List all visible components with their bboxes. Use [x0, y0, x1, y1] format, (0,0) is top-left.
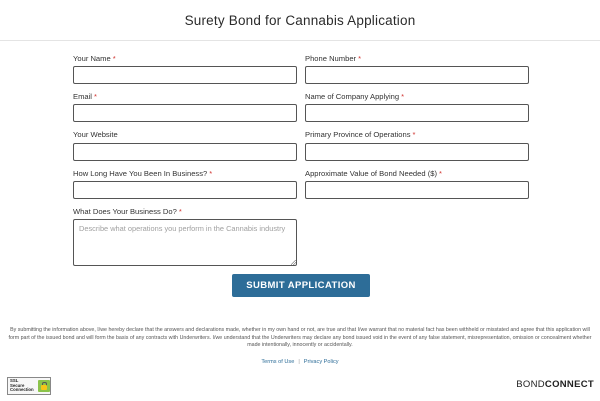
legal-disclaimer: By submitting the information above, I/we hereby declare that the answers and declarations made, whether in my own hand or not, are true and that I/we warrant that no material fact has been withheld or misstated and agree that this application will form part of the issued bond and will form the basis of any contracts with Underwriters. I/we understand that the Underwriters may declare any bond issued void in the event of any false statement, misrepresentation, omission or concealment whether made intentionally, innocently or accidentally.	[8, 327, 592, 349]
phone-number-input[interactable]	[305, 66, 529, 84]
business-duration-label	[73, 169, 212, 178]
business-description-label-text: What Does Your Business Do?	[73, 207, 177, 216]
your-name-label	[73, 54, 116, 63]
company-name-input[interactable]	[305, 104, 529, 122]
business-duration-label-text: How Long Have You Been In Business?	[73, 169, 208, 178]
privacy-policy-link[interactable]: Privacy Policy	[303, 359, 339, 365]
phone-number-label	[305, 54, 361, 63]
phone-number-label-text: Phone Number	[305, 54, 357, 63]
required-marker: *	[112, 54, 116, 63]
website-label	[73, 130, 118, 139]
website-label-text: Your Website	[73, 130, 118, 139]
email-label-text: Email	[73, 92, 92, 101]
website-input[interactable]	[73, 143, 297, 161]
your-name-input[interactable]	[73, 66, 297, 84]
bondconnect-logo	[516, 379, 594, 390]
brand-part-2: CONNECT	[544, 379, 594, 390]
resize-handle-icon[interactable]	[291, 260, 296, 265]
province-label-text: Primary Province of Operations	[305, 130, 411, 139]
link-separator: |	[298, 359, 300, 365]
bond-value-input[interactable]	[305, 181, 529, 199]
email-input[interactable]	[73, 104, 297, 122]
business-description-label	[73, 207, 182, 216]
business-duration-input[interactable]	[73, 181, 297, 199]
submit-application-button[interactable]: SUBMIT APPLICATION	[232, 274, 370, 297]
required-marker: *	[439, 169, 442, 178]
required-marker: *	[209, 169, 213, 178]
page-header	[0, 0, 600, 41]
required-marker: *	[178, 207, 182, 216]
required-marker: *	[94, 92, 97, 101]
brand-part-1: BOND	[516, 379, 545, 390]
page-title: Surety Bond for Cannabis Application	[184, 12, 416, 28]
your-name-label-text: Your Name	[73, 54, 111, 63]
province-input[interactable]	[305, 143, 529, 161]
required-marker: *	[358, 54, 362, 63]
company-name-label	[305, 92, 404, 101]
padlock-icon	[38, 380, 50, 392]
business-description-textarea[interactable]	[73, 219, 297, 266]
required-marker: *	[401, 92, 405, 101]
ssl-line-2: Secure	[10, 382, 25, 388]
bond-value-label-text: Approximate Value of Bond Needed ($)	[305, 169, 437, 178]
email-label	[73, 92, 97, 101]
province-label	[305, 130, 415, 139]
footer-links	[0, 359, 600, 365]
ssl-line-1: SSL	[10, 378, 19, 384]
ssl-badge-text	[8, 379, 37, 393]
bond-value-label	[305, 169, 442, 178]
terms-of-use-link[interactable]: Terms of Use	[261, 359, 295, 365]
ssl-line-3: Connection	[10, 387, 34, 393]
required-marker: *	[412, 130, 416, 139]
business-description-wrapper	[73, 219, 297, 266]
ssl-secure-badge	[7, 377, 51, 395]
company-name-label-text: Name of Company Applying	[305, 92, 400, 101]
